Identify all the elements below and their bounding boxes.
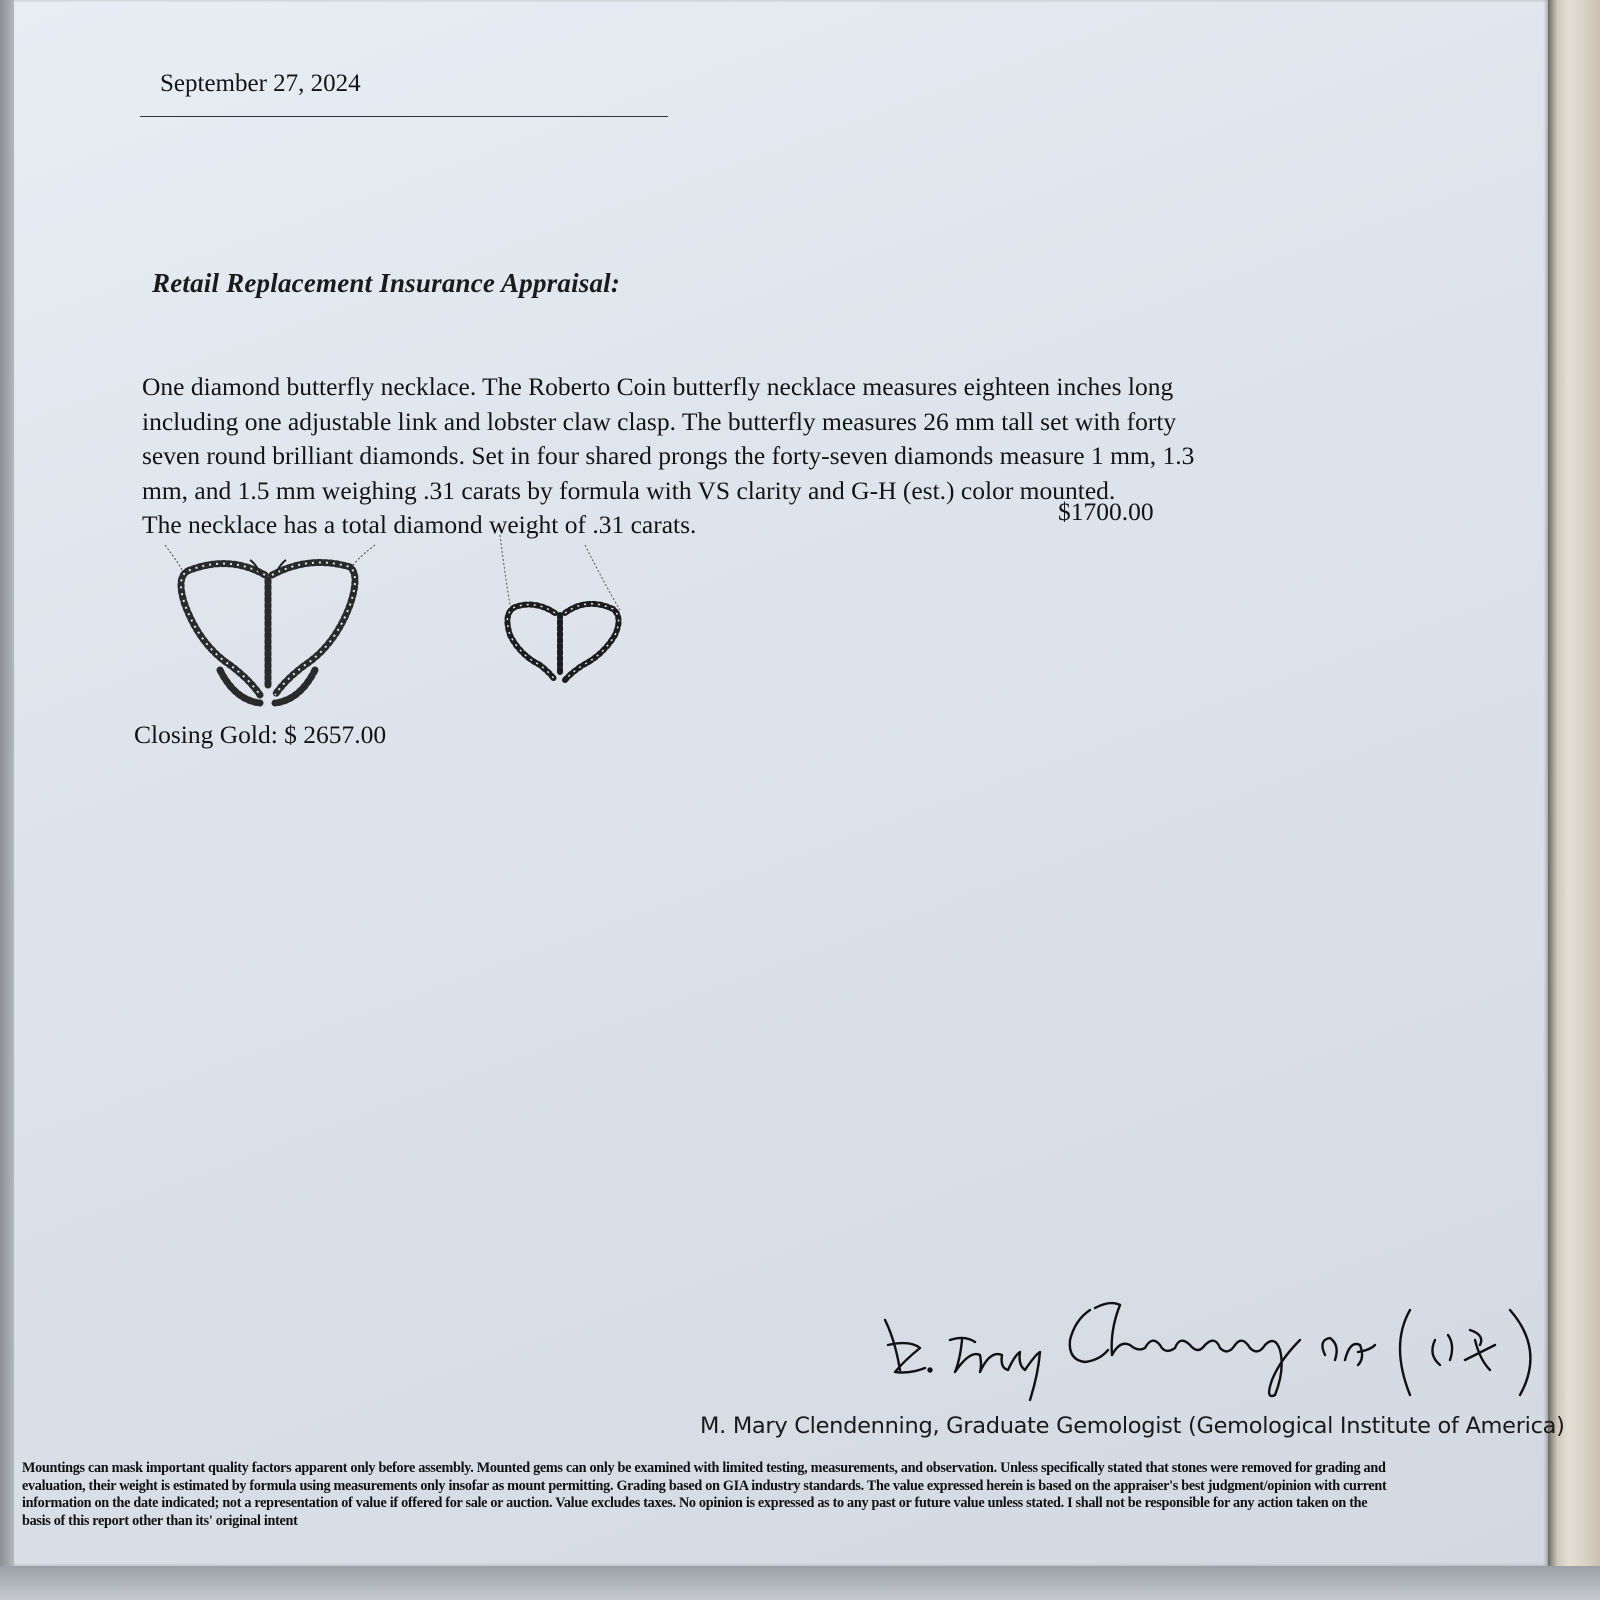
description-line: including one adjustable link and lobster claw clasp. The butterfly measures 26 mm tall set with forty bbox=[142, 406, 1177, 436]
frame-bottom-edge bbox=[0, 1566, 1600, 1600]
butterfly-pendant-closeup-image bbox=[160, 535, 380, 720]
legal-disclaimer bbox=[22, 1460, 1582, 1530]
butterfly-necklace-on-chain-image bbox=[495, 535, 635, 685]
description-line: One diamond butterfly necklace. The Roberto Coin butterfly necklace measures eighteen inches long bbox=[142, 372, 1174, 401]
disclaimer-line: basis of this report other than its' original intent bbox=[22, 1512, 298, 1529]
description-line: The necklace has a total diamond weight of .31 carats. bbox=[142, 510, 697, 539]
description-line: seven round brilliant diamonds. Set in four shared prongs the forty-seven diamonds measure 1 mm, 1.3 bbox=[142, 441, 1195, 470]
appraisal-date: September 27, 2024 bbox=[160, 70, 361, 97]
frame-left-edge bbox=[0, 0, 14, 1600]
handwritten-signature bbox=[880, 1300, 1560, 1405]
appraiser-name-title: M. Mary Clendenning, Graduate Gemologist (Gemological Institute of America) bbox=[700, 1413, 1565, 1439]
appraised-value: $1700.00 bbox=[1058, 497, 1154, 526]
disclaimer-line: evaluation, their weight is estimated by formula using measurements only insofar as mount permitting. Grading based on GIA industry standards. The value expressed herein is based on the appraiser's best judgment/opinion with current bbox=[22, 1477, 1387, 1494]
item-description bbox=[142, 370, 1402, 543]
appraisal-heading: Retail Replacement Insurance Appraisal: bbox=[152, 268, 621, 298]
disclaimer-line: information on the date indicated; not a representation of value if offered for sale or auction. Value excludes taxes. No opinion is expressed as to any past or future value unless stated. I shall not be responsible for any action taken on the bbox=[22, 1495, 1368, 1511]
date-underline bbox=[140, 116, 668, 117]
disclaimer-line: Mountings can mask important quality factors apparent only before assembly. Mounted gems can only be examined with limited testing, measurements, and observation. Unless specifically stated that stones were removed for grading and bbox=[22, 1460, 1386, 1476]
closing-gold-price: Closing Gold: $ 2657.00 bbox=[134, 720, 387, 749]
description-line: mm, and 1.5 mm weighing .31 carats by formula with VS clarity and G-H (est.) color mounted. bbox=[142, 475, 1116, 505]
